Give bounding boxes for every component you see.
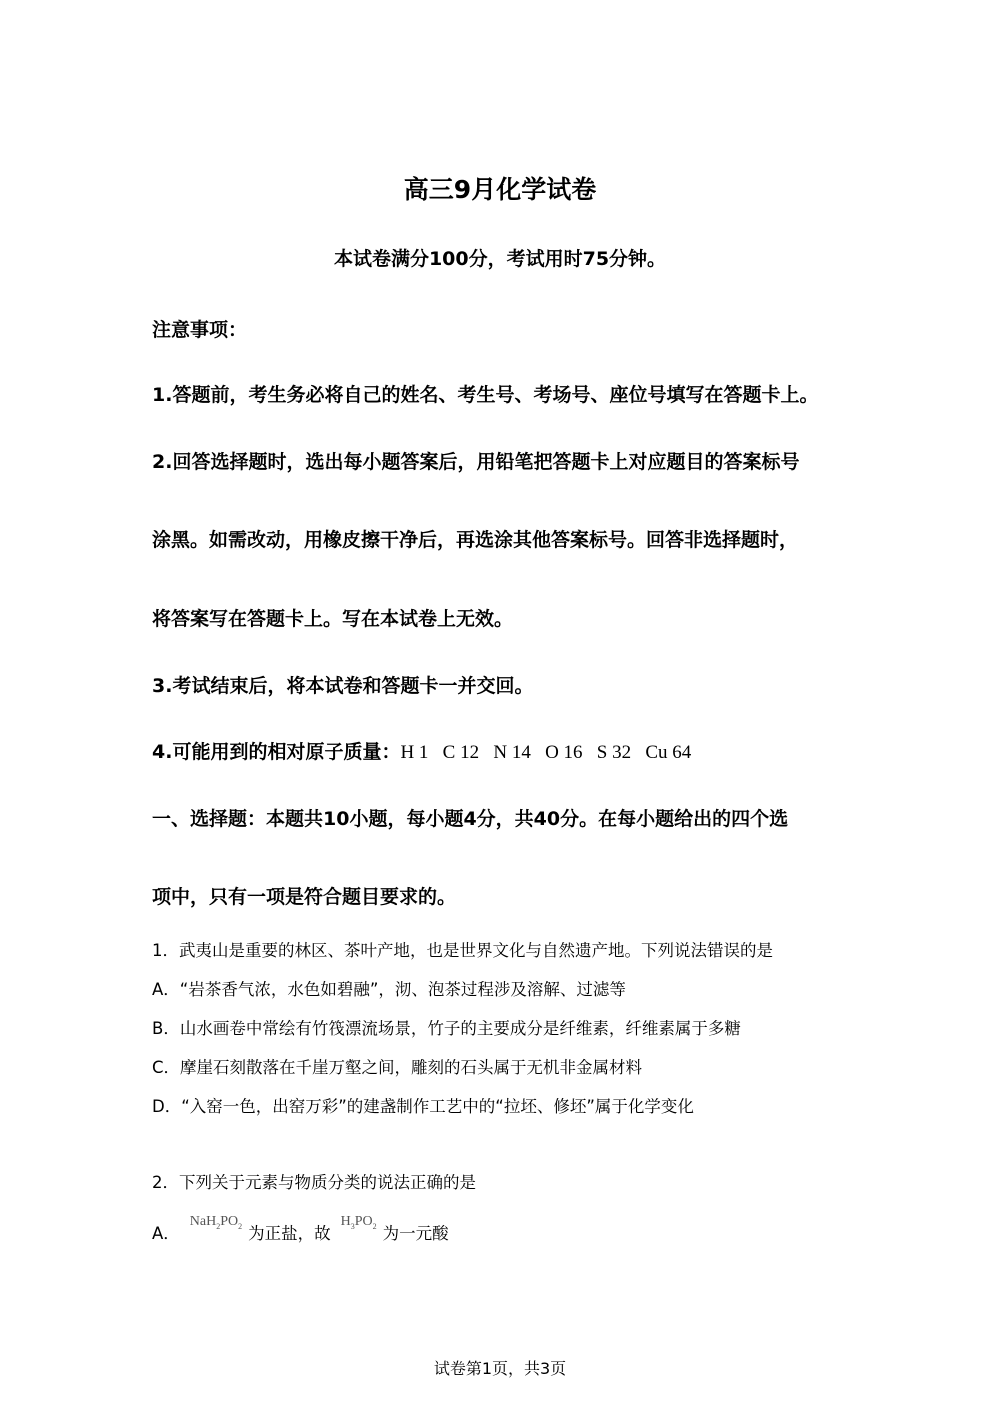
question-1-option-c: C．摩崖石刻散落在千崖万壑之间，雕刻的石头属于无机非金属材料	[152, 1058, 643, 1077]
question-1-option-a: A．“岩茶香气浓，水色如碧融”，沏、泡茶过程涉及溶解、过滤等	[152, 980, 626, 999]
question-1-option-d: D．“入窑一色，出窑万彩”的建盏制作工艺中的“拉坯、修坯”属于化学变化	[152, 1097, 694, 1116]
question-1-option-b: B．山水画卷中常绘有竹筏漂流场景，竹子的主要成分是纤维素，纤维素属于多糖	[152, 1019, 741, 1038]
note-1: 1.答题前，考生务必将自己的姓名、考生号、考场号、座位号填写在答题卡上。	[152, 384, 819, 406]
note-2-line-2: 涂黑。如需改动，用橡皮擦干净后，再选涂其他答案标号。回答非选择题时，	[152, 529, 799, 551]
note-4	[152, 737, 691, 764]
question-2-option-a	[152, 1214, 449, 1245]
note-4-label: 4.可能用到的相对原子质量：	[152, 741, 401, 763]
page-footer: 试卷第1页，共3页	[433, 1359, 567, 1378]
notes-heading: 注意事项：	[152, 319, 248, 341]
exam-title: 高三9月化学试卷	[403, 175, 597, 204]
question-2-option-a-text-1: 为正盐，故	[248, 1224, 331, 1243]
question-2-option-a-text-2: 为一元酸	[382, 1224, 449, 1243]
note-2-line-3: 将答案写在答题卡上。写在本试卷上无效。	[152, 608, 514, 630]
question-2-stem: 2．下列关于元素与物质分类的说法正确的是	[152, 1173, 476, 1192]
exam-subtitle: 本试卷满分100分，考试用时75分钟。	[333, 248, 667, 270]
formula-nah2po2: NaH2PO2	[189, 1214, 243, 1231]
question-1-stem: 1．武夷山是重要的林区、茶叶产地，也是世界文化与自然遗产地。下列说法错误的是	[152, 941, 773, 960]
section-1-heading-line-1: 一、选择题：本题共10小题，每小题4分，共40分。在每小题给出的四个选	[152, 808, 789, 830]
note-4-masses: H 1 C 12 N 14 O 16 S 32 Cu 64	[400, 742, 692, 763]
note-2-line-1: 2.回答选择题时，选出每小题答案后，用铅笔把答题卡上对应题目的答案标号	[152, 451, 800, 473]
section-1-heading-line-2: 项中，只有一项是符合题目要求的。	[152, 886, 457, 908]
formula-h3po2: H3PO2	[340, 1214, 377, 1231]
question-2-option-a-label: A．	[152, 1224, 180, 1243]
note-3: 3.考试结束后，将本试卷和答题卡一并交回。	[152, 675, 534, 697]
